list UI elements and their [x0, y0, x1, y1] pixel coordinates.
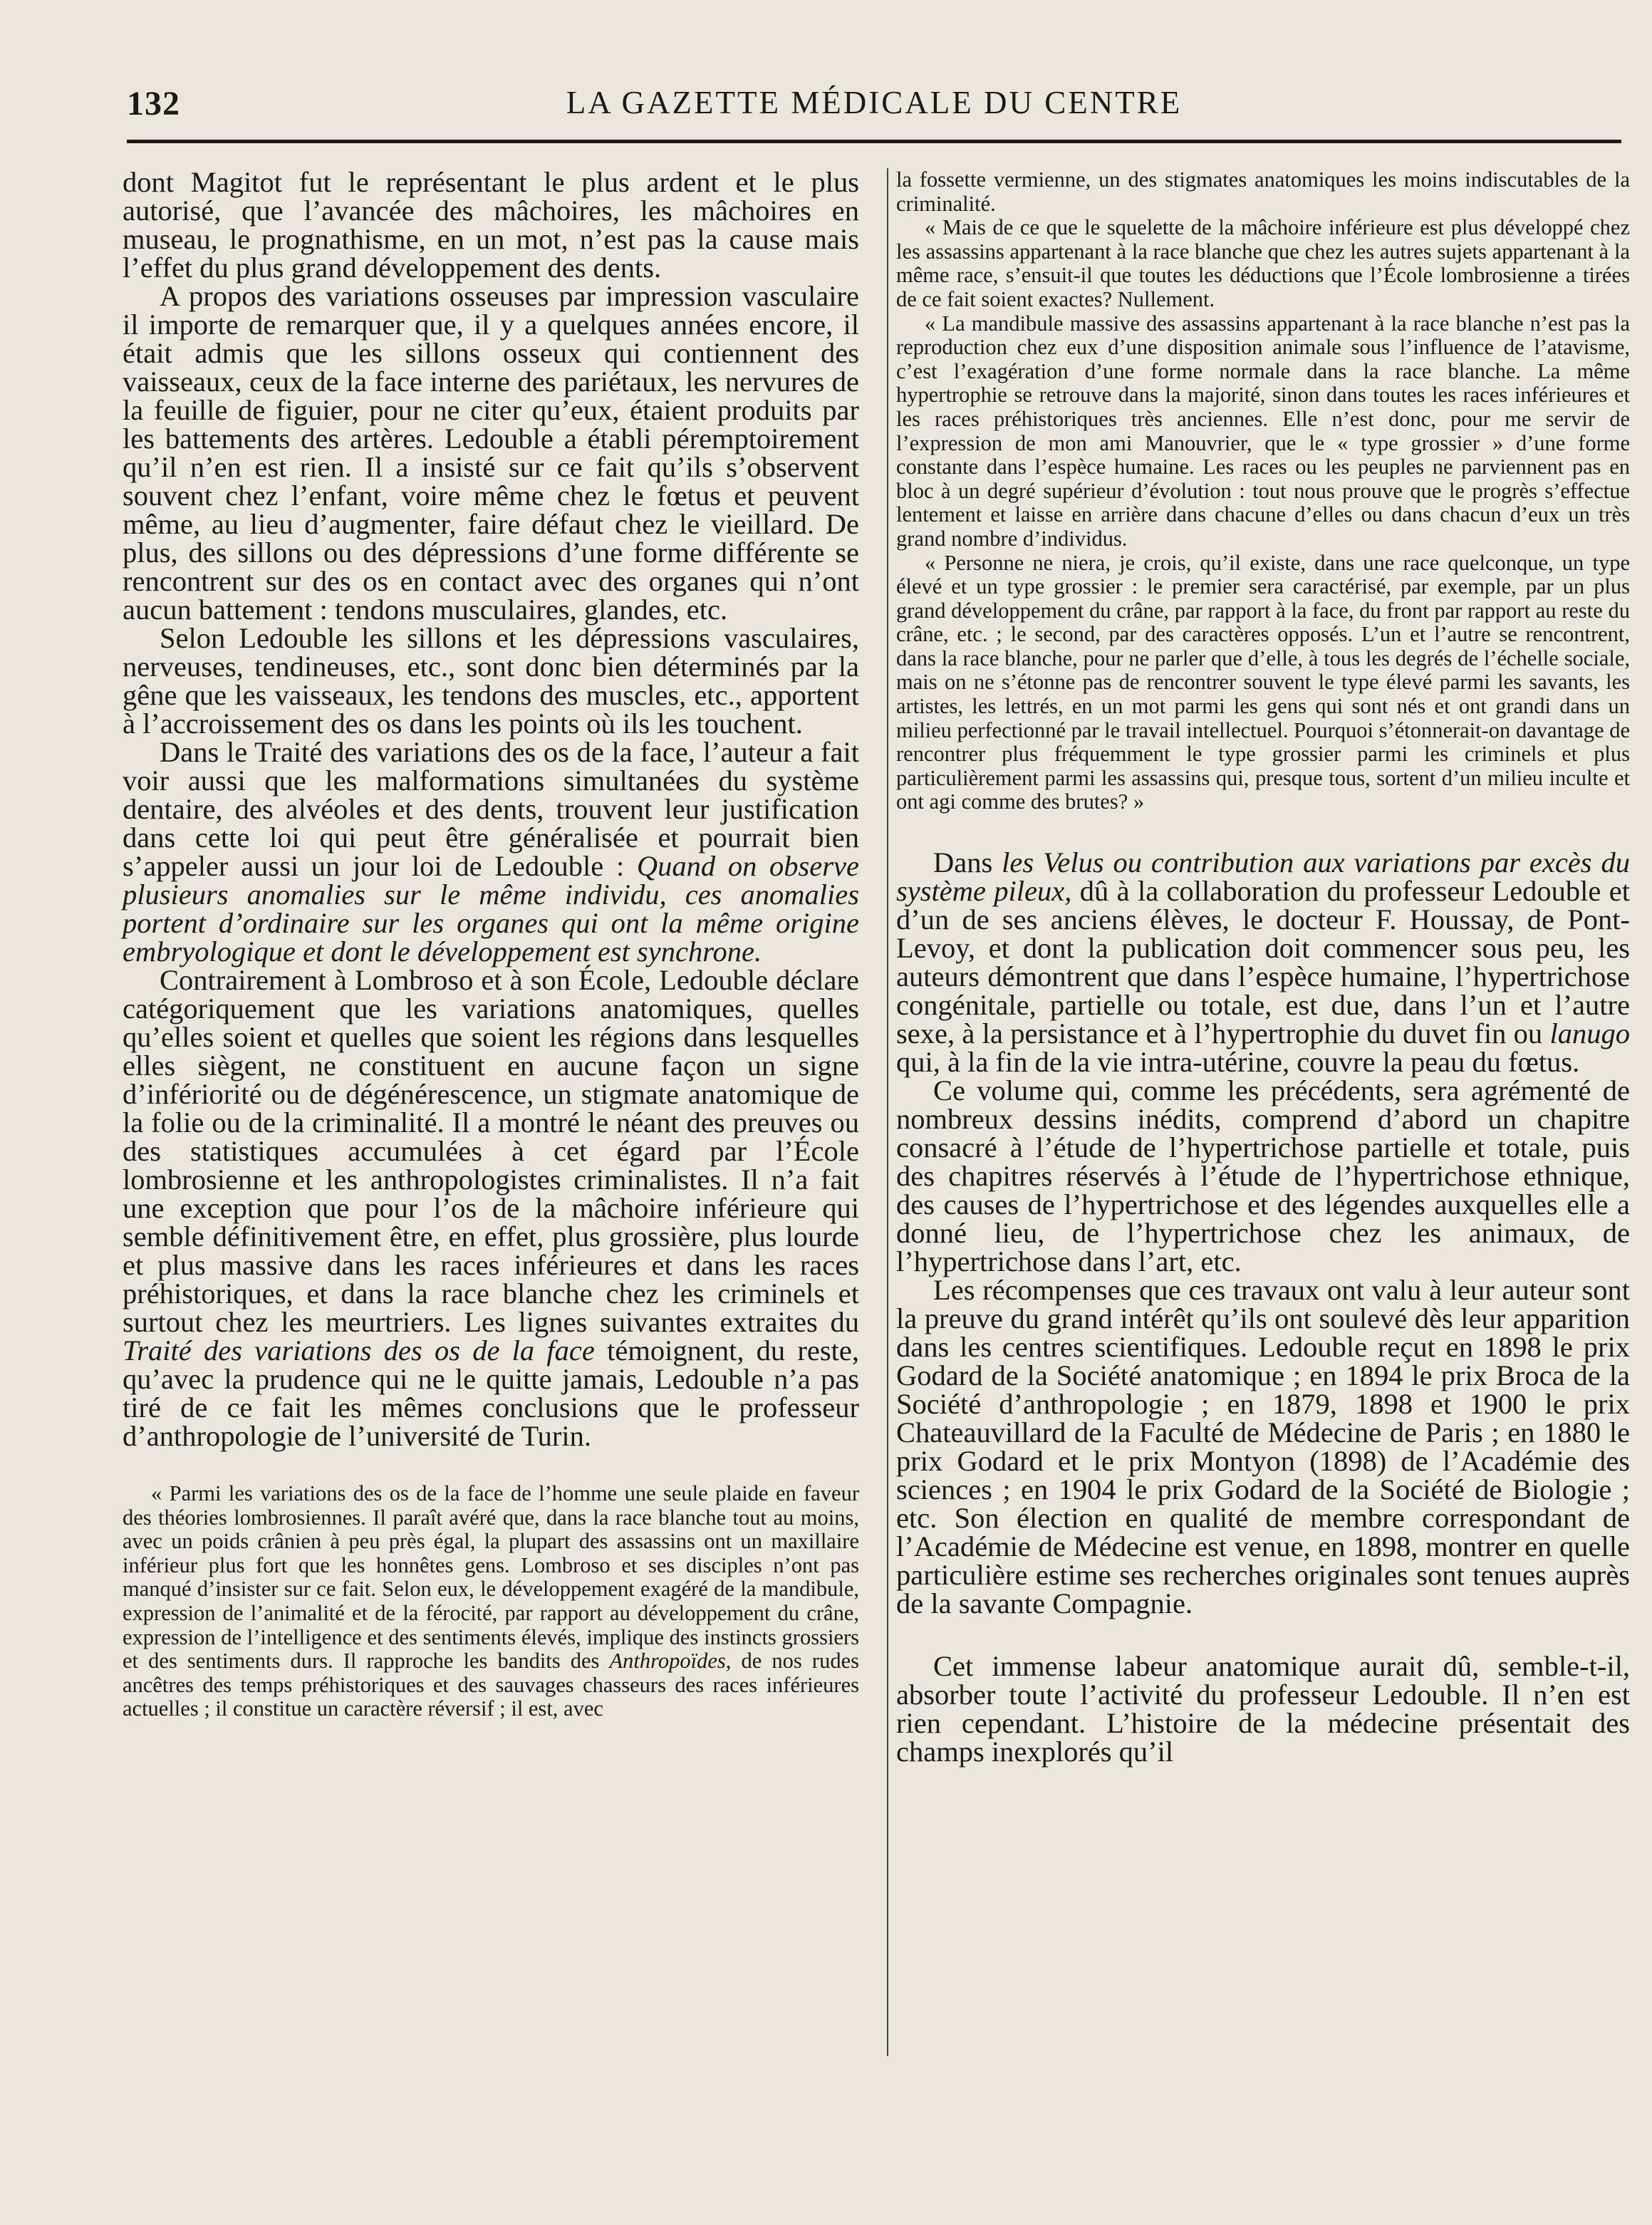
italic-law-statement: Quand on observe plusieurs anomalies sur le même individu, ces anomalies portent d’ordinaire sur les organes qui ont la même origine embryologique et dont le développement est synchrone. [123, 850, 859, 968]
quote-paragraph: « La mandibule massive des assassins appartenant à la race blanche n’est pas la reproduction chez eux d’une disposition animale sous l’influence de l’atavisme, c’est l’exagération d’une forme normale dans la race blanche. La même hypertrophie se retrouve dans la majorité, sinon dans toutes les races inférieures et les races préhistoriques très anciennes. Elle n’est donc, pour me servir de l’expression de mon ami Manouvrier, que le « type grossier » d’une forme constante dans l’espèce humaine. Les races ou les peuples ne parviennent pas en bloc à un degré supérieur d’évolution : tout nous prouve que le progrès s’effectue lentement et laisse en arrière dans chacune d’elles ou dans chacun d’eux un très grand nombre d’individus. [896, 311, 1630, 551]
text-run: , de nos rudes ancêtres des temps préhistoriques et des sauvages chasseurs des races inférieures actuelles ; il constitue un caractère réversif ; il est, avec [123, 1649, 859, 1721]
right-body-text [896, 846, 1630, 1620]
paragraph: Cet immense labeur anatomique aurait dû, semble-t-il, absorber toute l’activité du professeur Ledouble. Il n’en est rien cependant. L’histoire de la médecine présentait des champs inexplorés qu’il [896, 1650, 1630, 1768]
text-run: Dans le Traité des variations des os de la face, l’auteur a fait voir aussi que les malformations simultanées du système dentaire, des alvéoles et des dents, trouvent leur justification dans cette loi qui peut être généralisée et pourrait bien s’appeler aussi un jour loi de Ledouble : [123, 736, 859, 882]
spacer [123, 1451, 859, 1482]
right-body-text-continued [896, 1652, 1630, 1766]
italic-term: Anthropoïdes [609, 1649, 726, 1674]
text-run: Dans [933, 846, 1002, 879]
quote-paragraph [123, 1482, 859, 1721]
quote-paragraph: « Mais de ce que le squelette de la mâchoire inférieure est plus développé chez les assassins appartenant à la race blanche que chez les autres sujets appartenant à la même race, s’ensuit-il que toutes les déductions que l’École lombrosienne a tirées de ce fait soient exactes? Nullement. [896, 215, 1630, 311]
right-quote-block [896, 168, 1630, 814]
text-run: « Parmi les variations des os de la face de l’homme une seule plaide en faveur des théories lombrosiennes. Il paraît avéré que, dans la race blanche tout au moins, avec un poids crânien à peu près égal, la plupart des assassins ont un maxillaire inférieur plus fort que les honnêtes gens. Lombroso et ses disciples n’ont pas manqué d’insister sur ce fait. Selon eux, le développement exagéré de la mandibule, expression de l’animalité et de la férocité, par rapport au développement du crâne, expression de l’intelligence et des sentiments élevés, implique des instincts grossiers et des sentiments durs. Il rapproche les bandits des [123, 1481, 859, 1674]
header-rule [127, 140, 1621, 143]
text-run: qui, à la fin de la vie intra-utérine, couvre la peau du fœtus. [896, 1046, 1580, 1079]
paragraph [123, 738, 859, 966]
text-run: dû à la collaboration du professeur Ledouble et d’un de ses anciens élèves, le docteur F. Houssay, de Pont-Levoy, et dont la publication doit commencer sous peu, les auteurs démontrent que dans l’espèce humaine, l’hypertrichose congénitale, partielle ou totale, est due, dans l’un et l’autre sexe, à la persistance et à l’hypertrophie du duvet fin ou [896, 875, 1630, 1050]
text-run: Contrairement à Lombroso et à son École, Ledouble déclare catégoriquement que les variations anatomiques, quelles qu’elles soient et quelles que soient les régions dans lesquelles elles siègent, ne constituent en aucune façon un signe d’infériorité ou de dégénérescence, un stigmate anatomique de la folie ou de la criminalité. Il a montré le néant des preuves ou des statistiques accumulées à cet égard par l’École lombrosienne et les anthropologistes criminalistes. Il n’a fait une exception que pour l’os de la mâchoire inférieure qui semble définitivement être, en effet, plus grossière, plus lourde et plus massive dans les races inférieures et dans les races préhistoriques, et dans la race blanche chez les criminels et surtout chez les meurtriers. Les lignes suivantes extraites du [123, 964, 859, 1338]
paragraph [123, 966, 859, 1451]
italic-book-title: Traité des variations des os de la face [123, 1334, 595, 1366]
paragraph: Selon Ledouble les sillons et les dépressions vasculaires, nerveuses, tendineuses, etc., sont donc bien déterminés par la gêne que les vaisseaux, les tendons des muscles, etc., apportent à l’accroissement des os dans les points où ils les touchent. [123, 622, 859, 740]
left-body-text [123, 168, 859, 1451]
text-run: témoignent, du reste, qu’avec la prudence qui ne le quitte jamais, Ledouble n’a pas tiré de ce fait les mêmes conclusions que le professeur d’anthropologie de l’université de Turin. [123, 1334, 859, 1452]
column-divider [887, 168, 888, 2056]
paragraph: Ce volume qui, comme les précédents, sera agrémenté de nombreux dessins inédits, comprend d’abord un chapitre consacré à l’étude de l’hypertrichose partielle et totale, puis des chapitres réservés à l’étude de l’hypertrichose ethnique, des causes de l’hypertrichose et des légendes auxquelles elle a donné lieu, de l’hypertrichose chez les animaux, de l’hypertrichose dans l’art, etc. [896, 1074, 1630, 1278]
page-header [127, 84, 1621, 127]
paragraph: A propos des variations osseuses par impression vasculaire il importe de remarquer que, il y a quelques années encore, il était admis que les sillons osseux qui contiennent des vaisseaux, ceux de la face interne des pariétaux, les nervures de la feuille de figuier, pour ne citer qu’eux, étaient produits par les battements des artères. Ledouble a établi péremptoirement qu’il n’en est rien. Il a insisté sur ce fait qu’ils s’observent souvent chez l’enfant, voire même chez le fœtus et peuvent même, au lieu d’augmenter, faire défaut chez le vieillard. De plus, des sillons ou des dépressions d’une forme différente se rencontrent sur des os en contact avec des organes qui n’ont aucun battement : tendons musculaires, glandes, etc. [123, 280, 859, 626]
spacer [896, 1618, 1630, 1652]
paragraph: Les récompenses que ces travaux ont valu à leur auteur sont la preuve du grand intérêt qu’ils ont soulevé dès leur apparition dans les centres scientifiques. Ledouble reçut en 1898 le prix Godard de la Société anatomique ; en 1894 le prix Broca de la Société d’anthropologie ; en 1879, 1898 et 1900 le prix Chateauvillard de la Faculté de Médecine de Paris ; en 1880 le prix Godard et le prix Montyon (1898) de l’Académie des sciences ; en 1904 le prix Godard de la Société de Biologie ; etc. Son élection en qualité de membre correspondant de l’Académie de Médecine est venue, en 1898, montrer en quelle particulière estime ses recherches originales sont tenues auprès de la savante Compagnie. [896, 1274, 1630, 1620]
italic-term: lanugo [1549, 1017, 1630, 1050]
quote-paragraph: « Personne ne niera, je crois, qu’il existe, dans une race quelconque, un type élevé et un type grossier : le premier sera caractérisé, par exemple, par un plus grand développement du crâne, par rapport à la face, du front par rapport au reste du crâne, etc. ; le second, par des caractères opposés. L’un et l’autre se rencontrent, dans la race blanche, pour ne parler que d’elle, à tous les degrés de l’échelle sociale, mais on ne s’étonne pas de rencontrer souvent le type élevé parmi les savants, les artistes, les lettrés, en un mot parmi les gens qui sont nés et ont grandi dans un milieu perfectionné par le travail intellectuel. Pourquoi s’étonnerait-on davantage de rencontrer plus fréquemment le type grossier parmi les criminels et plus particulièrement parmi les assassins qui, presque tous, sortent d’un milieu inculte et ont agi comme des brutes? » [896, 550, 1630, 814]
paragraph: dont Magitot fut le représentant le plus ardent et le plus autorisé, que l’avancée des mâchoires, les mâchoires en museau, le prognathisme, en un mot, n’est pas la cause mais l’effet du plus grand développement des dents. [123, 166, 859, 284]
left-quote-block [123, 1482, 859, 1721]
page-number: 132 [127, 85, 180, 123]
quote-paragraph: la fossette vermienne, un des stigmates anatomiques les moins indiscutables de la criminalité. [896, 167, 1630, 216]
journal-title: LA GAZETTE MÉDICALE DU CENTRE [566, 85, 1183, 120]
spacer [896, 814, 1630, 849]
paragraph [896, 846, 1630, 1079]
italic-book-title: les Velus ou contribution aux variations par excès du système pileux, [896, 846, 1630, 908]
left-column [123, 168, 859, 1721]
right-column [896, 168, 1630, 1766]
